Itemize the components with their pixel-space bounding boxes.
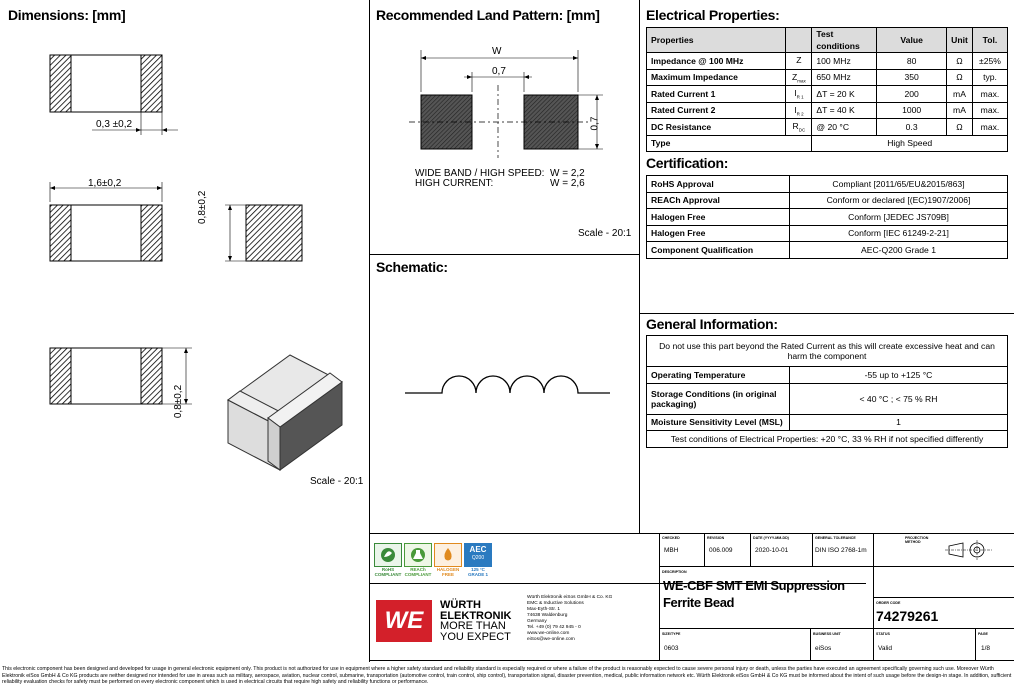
cert-label: Halogen Free (647, 209, 790, 226)
halogen-badge-text: HALOGEN FREE (436, 567, 460, 577)
general-warning: Do not use this part beyond the Rated Current as this will create excessive heat and can harm the component (647, 336, 1008, 367)
prop-symbol: $R_{DC}$ (786, 119, 812, 136)
flame-icon (435, 544, 461, 566)
general-value: < 40 °C ; < 75 % RH (790, 383, 1008, 414)
divider-titleblock (369, 533, 1014, 534)
prop-tol: max. (972, 86, 1007, 103)
size-value: 0603 (664, 645, 679, 652)
divider-right (639, 0, 640, 533)
prop-condition: ΔT = 20 K (812, 86, 877, 103)
table-row (647, 102, 1008, 119)
schematic-title: Schematic: (376, 259, 448, 275)
page-value: 1/8 (981, 645, 991, 652)
prop-value: 200 (877, 86, 947, 103)
aec-badge (464, 543, 492, 567)
tolerance-label: GENERAL TOLERANCE (815, 536, 856, 540)
date-value: 2020-10-01 (755, 547, 789, 554)
checked-label: CHECKED (662, 536, 680, 540)
dim-length: 1,6±0,2 (88, 178, 122, 189)
land-note-1-label: WIDE BAND / HIGH SPEED: (415, 168, 545, 179)
projection-icon (945, 538, 995, 562)
prop-unit: mA (947, 102, 973, 119)
land-h-dim: 0,7 (589, 116, 601, 131)
cert-value: Compliant [2011/65/EU&2015/863] (790, 176, 1008, 193)
header-symbol (786, 28, 812, 53)
prop-name: Rated Current 2 (647, 102, 786, 119)
divider-general (639, 313, 1014, 314)
prop-condition: ΔT = 40 K (812, 102, 877, 119)
prop-value: 80 (877, 53, 947, 70)
divider-land-schematic (369, 254, 640, 255)
electrical-title: Electrical Properties: (646, 7, 780, 23)
rohs-badge-text: RoHS COMPLIANT (374, 567, 402, 577)
table-row (647, 383, 1008, 414)
aec-sub: Q200 (471, 555, 485, 561)
date-label: DATE (YYYY-MM-DD) (753, 536, 789, 540)
disclaimer: This electronic component has been designed and developed for usage in general electronic equipment only. This product is not authorized for use in equipment where a higher safety standard and reliability standard is especially required or where a failure of the product is reasonably expected to cause severe personal injury or death, unless the parties have executed an agreement specifically governing such use. Moreover Würth Elektronik eiSos GmbH & Co KG products are neither designed nor intended for use in areas such as military, aerospace, aviation, nuclear control, submarine, transportation (automotive control, train control, ship control), transportation signal, disaster prevention, medical, public information network etc. Würth Elektronik eiSos GmbH & Co KG must be informed about the intent of such usage before the design-in stage. In addition, sufficient reliability evaluation checks for safety must be performed on every electronic component which is used in electrical circuits that require high safety and reliability functions or performance. (2, 666, 1012, 685)
electrical-header (647, 28, 1008, 53)
company-address: Würth Elektronik eiSos GmbH & Co. KG EMC & Inductive Solutions Max-Eyth-Str. 1 74638 Waldenburg Germany Tel. +49 (0) 79 42 945 - 0 www.we-online.com eiSos@we-online.com (527, 595, 613, 642)
certification-badges (374, 543, 494, 579)
prop-name: Rated Current 1 (647, 86, 786, 103)
prop-tol: typ. (972, 69, 1007, 86)
cert-value: Conform [JEDEC JS709B] (790, 209, 1008, 226)
land-scale: Scale - 20:1 (578, 228, 632, 239)
flask-icon (405, 544, 431, 566)
business-label: BUSINESS UNIT (813, 632, 841, 636)
land-pattern-title: Recommended Land Pattern: [mm] (376, 7, 600, 23)
table-row (647, 135, 1008, 152)
header-test-conditions: Test conditions (812, 28, 877, 53)
prop-symbol: $I_{R 1}$ (786, 86, 812, 103)
dim-width: 0,8±0,2 (173, 384, 185, 419)
prop-tol: max. (972, 102, 1007, 119)
page-label: PAGE (978, 632, 988, 636)
cert-label: REACh Approval (647, 192, 790, 209)
reach-badge (404, 543, 432, 567)
description-title: WE-CBF SMT EMI Suppression Ferrite Bead (663, 578, 845, 610)
land-note-2-label: HIGH CURRENT: (415, 178, 494, 189)
general-label: Moisture Sensitivity Level (MSL) (647, 414, 790, 431)
table-row (647, 414, 1008, 431)
prop-tol: ±25% (972, 53, 1007, 70)
aec-text: AEC (469, 545, 487, 554)
cert-value: AEC-Q200 Grade 1 (790, 242, 1008, 259)
certification-title: Certification: (646, 155, 729, 171)
general-title: General Information: (646, 316, 778, 332)
prop-condition: 650 MHz (812, 69, 877, 86)
land-note-1-value: W = 2,2 (550, 168, 585, 179)
dim-height: 0,8±0,2 (197, 190, 208, 224)
we-logo-text: WÜRTH ELEKTRONIK MORE THAN YOU EXPECT (440, 599, 512, 643)
type-label: Type (647, 135, 786, 152)
electrical-table (646, 27, 1008, 152)
prop-tol: max. (972, 119, 1007, 136)
prop-symbol: $I_{R 2}$ (786, 102, 812, 119)
prop-name: Maximum Impedance (647, 69, 786, 86)
order-code-label: ORDER CODE (876, 601, 901, 605)
general-value: -55 up to +125 °C (790, 367, 1008, 384)
prop-unit: Ω (947, 119, 973, 136)
cert-label: Component Qualification (647, 242, 790, 259)
table-row (647, 192, 1008, 209)
cert-label: RoHS Approval (647, 176, 790, 193)
type-value: High Speed (812, 135, 1008, 152)
description-label: DESCRIPTION (662, 570, 687, 574)
general-table (646, 335, 1008, 448)
projection-label: PROJECTION METHOD (905, 536, 929, 544)
general-value: 1 (790, 414, 1008, 431)
aec-badge-text: 125 °C GRADE 1 (467, 567, 488, 577)
status-value: Valid (878, 645, 892, 652)
prop-value: 350 (877, 69, 947, 86)
table-row (647, 336, 1008, 367)
prop-symbol: $Z_{max}$ (786, 69, 812, 86)
size-label: SIZE/TYPE (662, 632, 681, 636)
status-label: STATUS (876, 632, 890, 636)
prop-value: 0.3 (877, 119, 947, 136)
dimensions-drawing (0, 30, 369, 500)
table-row (647, 86, 1008, 103)
prop-condition: 100 MHz (812, 53, 877, 70)
table-row (647, 242, 1008, 259)
cert-value: Conform or declared [(EC)1907/2006] (790, 192, 1008, 209)
table-row (647, 209, 1008, 226)
general-label: Operating Temperature (647, 367, 790, 384)
dimensions-title: Dimensions: [mm] (8, 7, 126, 23)
prop-name: DC Resistance (647, 119, 786, 136)
order-code: 74279261 (876, 608, 939, 624)
dimensions-scale: Scale - 20:1 (310, 476, 364, 487)
cert-value: Conform [IEC 61249-2-21] (790, 225, 1008, 242)
prop-unit: Ω (947, 69, 973, 86)
table-row (647, 367, 1008, 384)
reach-badge-text: REACh COMPLIANT (404, 567, 432, 577)
tolerance-value: DIN ISO 2768-1m (815, 547, 867, 554)
halogen-badge (434, 543, 462, 567)
prop-symbol: Z (786, 53, 812, 70)
business-value: eiSos (815, 645, 832, 652)
prop-unit: Ω (947, 53, 973, 70)
prop-name: Impedance @ 100 MHz (647, 53, 786, 70)
dim-top: 0,3 ±0,2 (96, 119, 133, 130)
table-row (647, 69, 1008, 86)
prop-condition: @ 20 °C (812, 119, 877, 136)
table-row (647, 431, 1008, 448)
inductor-symbol (400, 360, 615, 400)
header-unit: Unit (947, 28, 973, 53)
table-row (647, 176, 1008, 193)
rohs-badge (374, 543, 402, 567)
land-w-label: W (492, 46, 502, 57)
prop-value: 1000 (877, 102, 947, 119)
revision-value: 006.009 (709, 547, 733, 554)
table-row (647, 53, 1008, 70)
header-properties: Properties (647, 28, 786, 53)
revision-label: REVISION (707, 536, 725, 540)
prop-unit: mA (947, 86, 973, 103)
we-logo-mark: WE (376, 600, 432, 642)
checked-value: MBH (664, 547, 679, 554)
header-tol: Tol. (972, 28, 1007, 53)
table-row (647, 119, 1008, 136)
land-pattern-drawing (369, 30, 639, 180)
certification-table (646, 175, 1008, 259)
land-note-2-value: W = 2,6 (550, 178, 585, 189)
land-gap-dim: 0,7 (492, 66, 506, 77)
general-label: Storage Conditions (in original packaging) (647, 383, 790, 414)
table-row (647, 225, 1008, 242)
cert-label: Halogen Free (647, 225, 790, 242)
general-test-note: Test conditions of Electrical Properties: +20 °C, 33 % RH if not specified differently (647, 431, 1008, 448)
leaf-icon (375, 544, 401, 566)
header-value: Value (877, 28, 947, 53)
